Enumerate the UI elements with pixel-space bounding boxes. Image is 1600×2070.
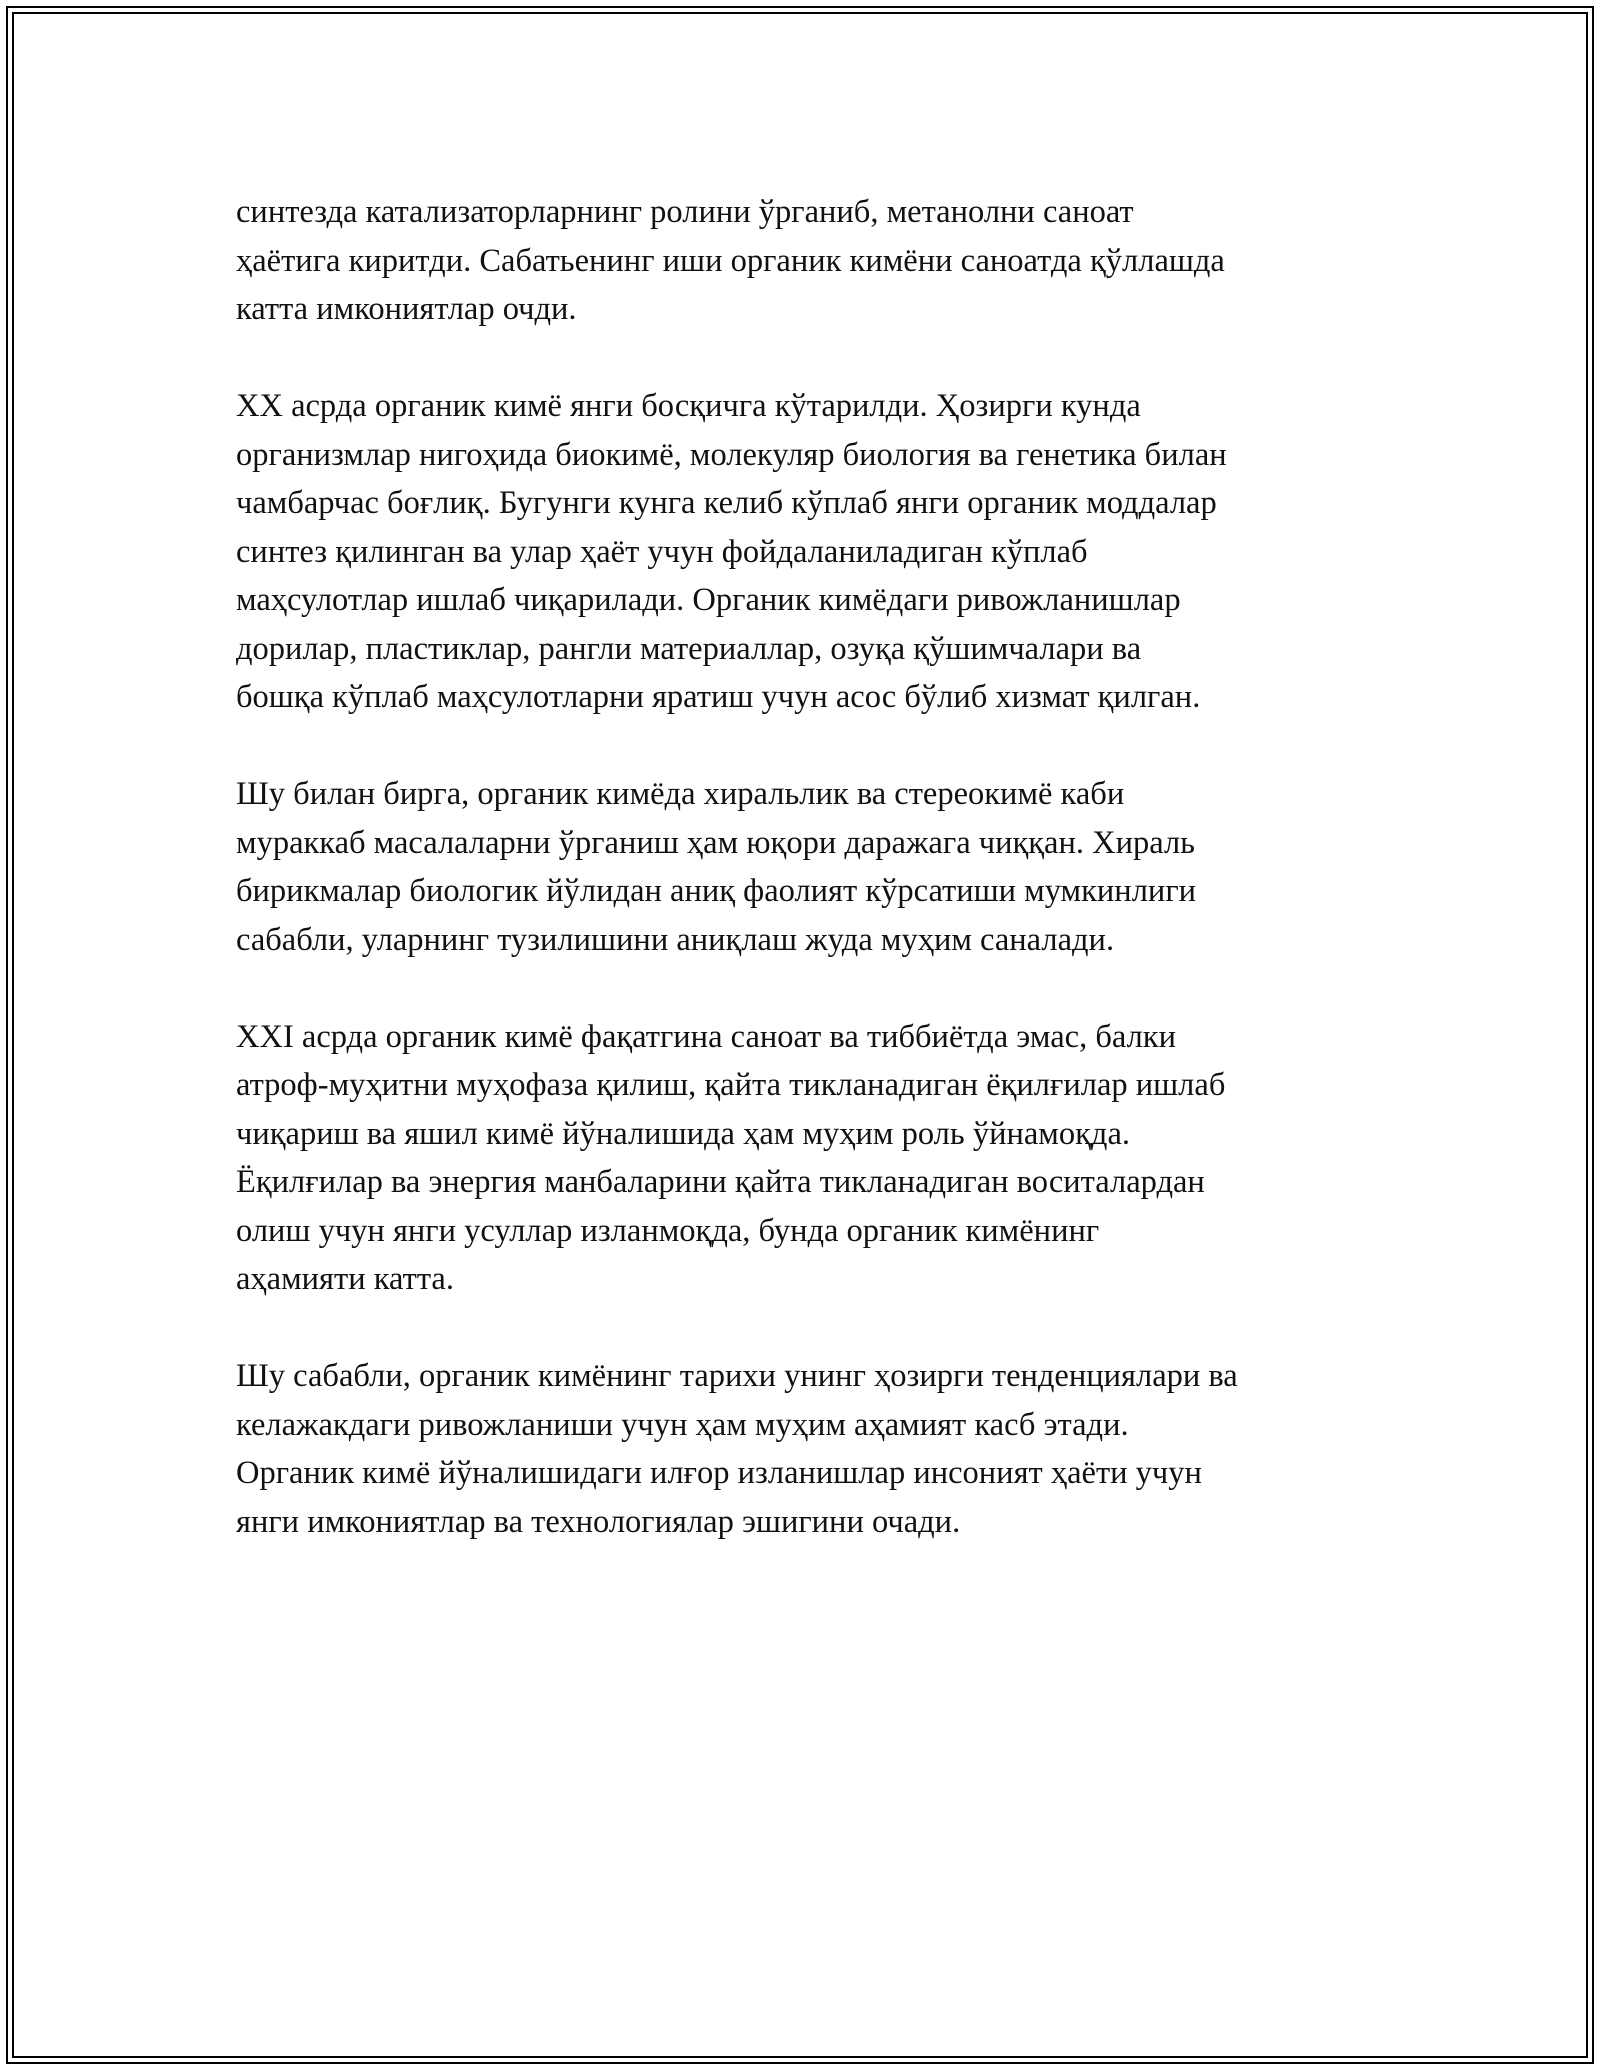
paragraph-4: XXI асрда органик кимё фақатгина саноат ва тиббиётда эмас, балки атроф-муҳитни муҳофаза қилиш, қайта тикланадиган ёқилғилар ишлаб чиқариш ва яшил кимё йўналишида ҳам муҳим роль ўйнамоқда. Ёқилғилар ва энергия манбаларини қайта тикланадиган воситалардан олиш учун янги усуллар изланмоқда, бунда органик кимёнинг аҳамияти катта.	[236, 1018, 1226, 1297]
paragraph-2: XX асрда органик кимё янги босқичга кўтарилди. Ҳозирги кунда организмлар нигоҳида биокимё, молекуляр биология ва генетика билан чамбарчас боғлиқ. Бугунги кунга келиб кўплаб янги органик моддалар синтез қилинган ва улар ҳаёт учун фойдаланиладиган кўплаб маҳсулотлар ишлаб чиқарилади. Органик кимёдаги ривожланишлар дорилар, пластиклар, рангли материаллар, озуқа қўшимчалари ва бошқа кўплаб маҳсулотларни яратиш учун асос бўлиб хизмат қилган.	[236, 388, 1227, 715]
paragraph-3: Шу билан бирга, органик кимёда хиральлик ва стереокимё каби мураккаб масалаларни ўрганиш ҳам юқори даражага чиққан. Хираль бирикмалар биологик йўлидан аниқ фаолият кўрсатиши мумкинлиги сабабли, уларнинг тузилишини аниқлаш жуда муҳим саналади.	[236, 776, 1197, 958]
paragraph-1: синтезда катализаторларнинг ролини ўрганиб, метанолни саноат ҳаётига киритди. Сабатьенинг иши органик кимёни саноатда қўллашда катта имкониятлар очди.	[236, 194, 1225, 327]
document-body	[236, 188, 1386, 1595]
paragraph-5: Шу сабабли, органик кимёнинг тарихи унинг ҳозирги тенденциялари ва келажакдаги ривожланиши учун ҳам муҳим аҳамият касб этади. Органик кимё йўналишидаги илғор изланишлар инсоният ҳаёти учун янги имкониятлар ва технологиялар эшигини очади.	[236, 1358, 1238, 1540]
